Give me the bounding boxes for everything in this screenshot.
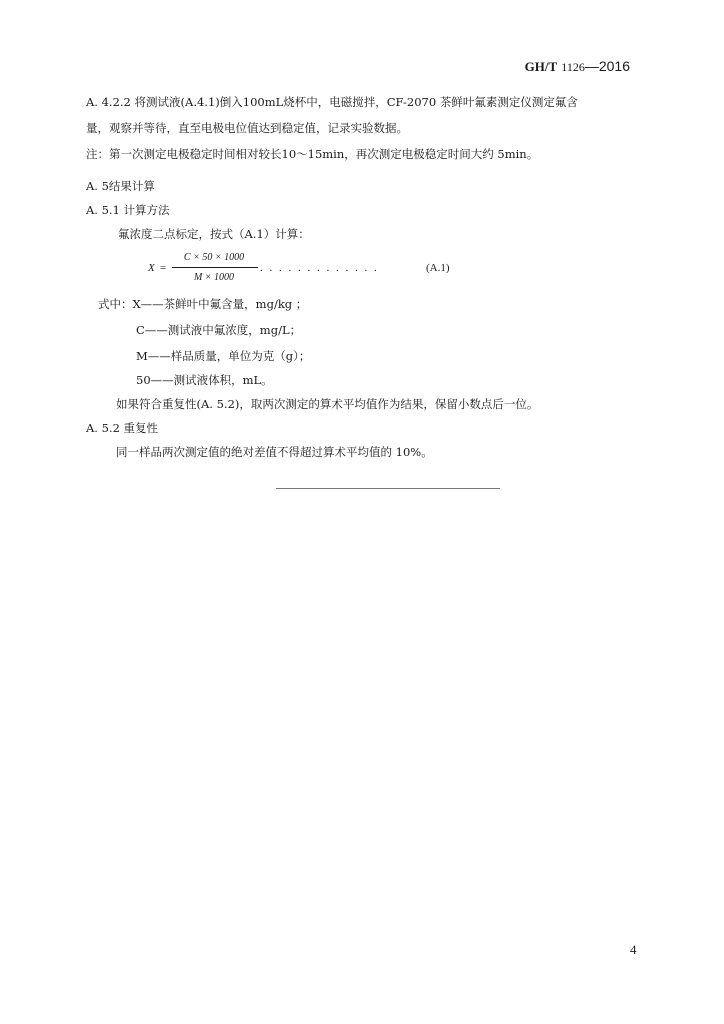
section-heading-a5: A. 5结果计算	[86, 179, 155, 193]
standard-code: GH/T	[524, 59, 558, 74]
definition-x: 式中：X——茶鲜叶中氟含量，mg/kg ；	[98, 297, 308, 311]
formula-numerator: C × 50 × 1000	[183, 252, 245, 263]
clause-a422-line1: A. 4.2.2 将测试液(A.4.1)倒入100mL烧杯中，电磁搅拌，CF-2070 茶鲜叶氟素测定仪测定氟含	[86, 95, 578, 109]
section-heading-a51: A. 5.1 计算方法	[86, 203, 170, 217]
standard-header	[525, 58, 630, 75]
definition-m: M——样品质量，单位为克（g）；	[136, 349, 311, 363]
result-rule-text: 如果符合重复性(A. 5.2)，取两次测定的算术平均值作为结果，保留小数点后一位。	[116, 397, 539, 411]
clause-a422-line2: 量，观察并等待，直至电极电位值达到稳定值，记录实验数据。	[86, 121, 408, 135]
header-dash: —	[584, 58, 599, 74]
section-heading-a52: A. 5.2 重复性	[86, 421, 159, 435]
formula-lhs: X	[148, 262, 155, 274]
formula-equals: =	[160, 262, 167, 274]
definition-c: C——测试液中氟浓度，mg/L；	[136, 323, 302, 337]
definition-50: 50——测试液体积，mL。	[136, 373, 273, 387]
formula-leader-dots: . . . . . . . . . . . . .	[260, 262, 379, 274]
note-text: 注：第一次测定电极稳定时间相对较长10～15min，再次测定电极稳定时间大约 5min。	[86, 147, 539, 161]
calculation-intro: 氟浓度二点标定，按式（A.1）计算：	[118, 227, 310, 241]
formula-tag: (A.1)	[426, 262, 450, 274]
end-rule	[276, 488, 500, 489]
standard-year: 2016	[598, 58, 630, 74]
standard-number: 1126	[561, 60, 585, 74]
formula-denominator: M × 1000	[193, 272, 235, 283]
page-number: 4	[630, 942, 637, 957]
repeatability-text: 同一样品两次测定值的绝对差值不得超过算术平均值的 10%。	[116, 445, 433, 459]
fraction-bar	[172, 267, 258, 268]
formula-a1	[148, 250, 468, 290]
